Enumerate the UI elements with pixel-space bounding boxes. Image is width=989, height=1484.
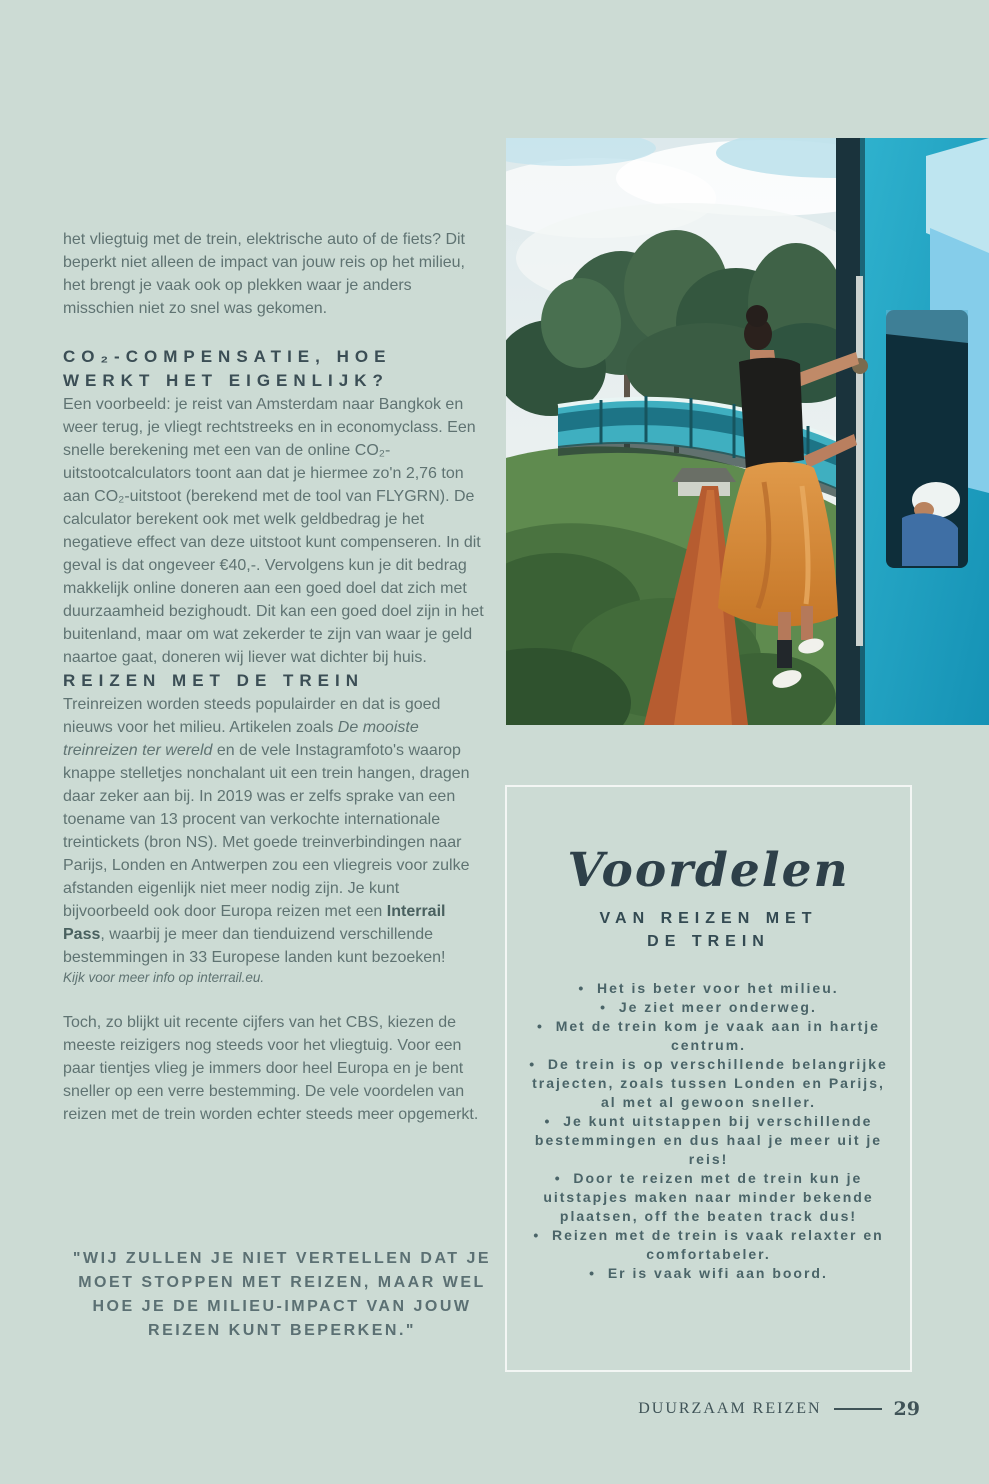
interrail-pass-emphasis: Interrail Pass	[63, 903, 446, 943]
list-item: • Je kunt uitstappen bij verschillende bestemmingen en dus haal je meer uit je reis!	[525, 1112, 892, 1169]
cbs-paragraph: Toch, zo blijkt uit recente cijfers van het CBS, kiezen de meeste reizigers nog steeds voor het vliegtuig. Voor een paar tientjes vlieg je immers door heel Europa en je bent sneller op een verre bestemming. De vele voordelen van reizen met de trein worden echter steeds meer opgemerkt.	[63, 1014, 479, 1123]
train-paragraph	[63, 693, 487, 969]
list-item: • Reizen met de trein is vaak relaxter en comfortabeler.	[525, 1226, 892, 1264]
footer-section-label: DUURZAAM REIZEN	[638, 1400, 822, 1417]
list-item: • Er is vaak wifi aan boord.	[525, 1264, 892, 1283]
train-paragraph-part: en de vele Instagramfoto's waarop knappe stelletjes nonchalant uit een trein hangen, dragen daar zeker aan bij. In 2019 was er zelfs sprake van een toename van 13 procent van verkochte internationale treintickets (bron NS). Met goede treinverbindingen naar Parijs, Londen en Antwerpen zou een vliegreis voor zulke afstanden eigenlijk niet meer nodig zijn. Je kunt bijvoorbeeld ook door Europa reizen met een	[63, 742, 470, 920]
page-footer	[638, 1398, 920, 1420]
list-item: • Je ziet meer onderweg.	[525, 998, 892, 1017]
list-item: • De trein is op verschillende belangrijke trajecten, zoals tussen Londen en Parijs, al met al gewoon sneller.	[525, 1055, 892, 1112]
co2-paragraph: Een voorbeeld: je reist van Amsterdam naar Bangkok en weer terug, je vliegt rechtstreeks en in economyclass. Een snelle berekening met een van de online CO₂-uitstootcalculators toont aan dat je hiermee zo'n 2,76 ton aan CO₂-uitstoot (berekend met de tool van FLYGRN). De calculator berekent ook met welk geldbedrag je het negatieve effect van deze uitstoot kunt compenseren. In dit geval is dat ongeveer €40,-. Vervolgens kun je dit bedrag makkelijk online doneren aan een goed doel dat zich met duurzaamheid bezighoudt. Dit kan een goed doel zijn in het buitenland, maar om wat zekerder te zijn van waar je geld naartoe gaat, doneren wij liever wat dichter bij huis.	[63, 396, 484, 666]
train-paragraph-part: Treinreizen worden steeds populairder en dat is goed nieuws voor het milieu. Artikelen zoals	[63, 696, 441, 736]
co2-heading: CO₂-COMPENSATIE, HOE WERKT HET EIGENLIJK?	[63, 347, 392, 390]
train-heading: REIZEN MET DE TREIN	[63, 671, 365, 690]
voordelen-list	[507, 979, 910, 1283]
list-item: • Het is beter voor het milieu.	[525, 979, 892, 998]
footer-divider	[834, 1408, 882, 1410]
voordelen-box	[505, 785, 912, 1372]
list-item: • Door te reizen met de trein kun je uitstapjes maken naar minder bekende plaatsen, off the beaten track dus!	[525, 1169, 892, 1226]
interrail-note: Kijk voor meer info op interrail.eu.	[63, 970, 265, 985]
train-photo	[506, 138, 989, 725]
pull-quote: "WIJ ZULLEN JE NIET VERTELLEN DAT JE MOET STOPPEN MET REIZEN, MAAR WEL HOE JE DE MILIEU-IMPACT VAN JOUW REIZEN KUNT BEPERKEN."	[72, 1250, 492, 1339]
intro-paragraph: het vliegtuig met de trein, elektrische auto of de fiets? Dit beperkt niet alleen de impact van jouw reis op het milieu, het brengt je vaak ook op plekken waar je anders misschien niet zo snel was gekomen.	[63, 231, 465, 317]
footer-page-number: 29	[893, 1398, 920, 1420]
left-column	[63, 228, 487, 1126]
voordelen-subtitle: VAN REIZEN MET DE TREIN	[599, 910, 818, 950]
train-paragraph-part: , waarbij je meer dan tienduizend verschillende bestemmingen in 33 Europese landen kunt bezoeken!	[63, 926, 446, 966]
list-item: • Met de trein kom je vaak aan in hartje centrum.	[525, 1017, 892, 1055]
train-paragraph-book-title: De mooiste treinreizen ter wereld	[63, 719, 419, 759]
voordelen-title: Voordelen	[567, 843, 850, 898]
